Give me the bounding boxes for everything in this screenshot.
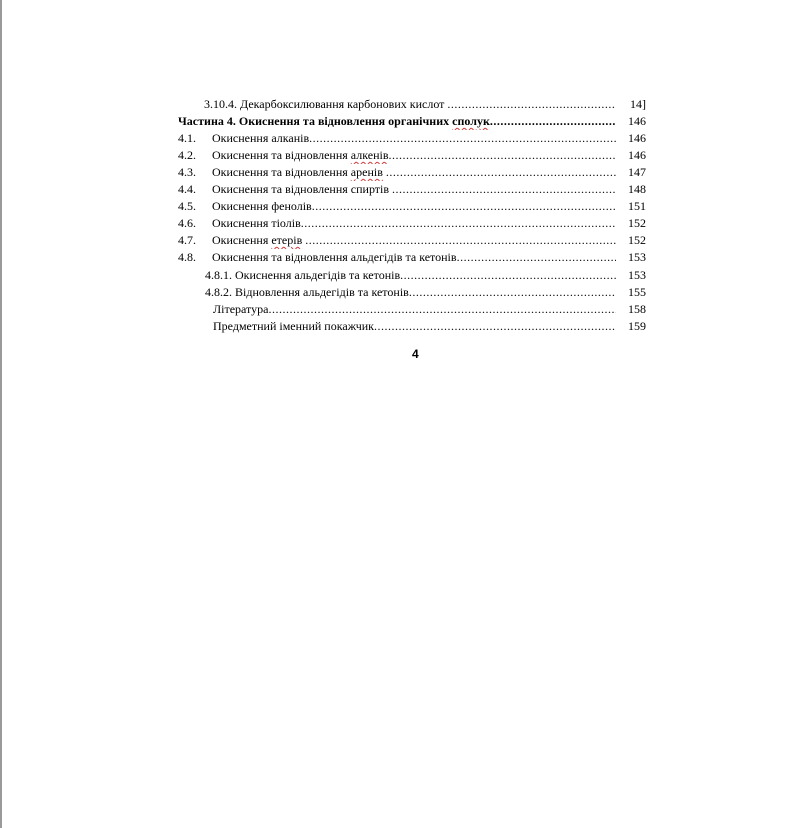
toc-entry-page: 152 xyxy=(628,216,646,230)
toc-entry-4-6[interactable] xyxy=(178,215,648,232)
toc-entry-page: 146 xyxy=(628,114,646,128)
toc-entry-part-4[interactable] xyxy=(178,113,648,130)
toc-entry-title: Окиснення та відновлення алкенів ..... xyxy=(212,147,616,164)
toc-entry-title: 3.10.4. Декарбоксилювання карбонових кислот ..... xyxy=(204,96,616,113)
toc-entry-page: 14] xyxy=(630,97,646,111)
toc-entry-page: 152 xyxy=(628,233,646,247)
toc-entry-page: 158 xyxy=(628,302,646,316)
toc-entry-4-3[interactable] xyxy=(178,164,648,181)
toc-entry-page: 148 xyxy=(628,182,646,196)
toc-entry-title: Окиснення етерів ..... xyxy=(212,232,616,249)
page-number: 4 xyxy=(412,347,419,361)
toc-entry-number: 4.8. xyxy=(178,250,196,264)
toc-entry-literature[interactable] xyxy=(178,301,648,318)
toc-entry-4-1[interactable] xyxy=(178,130,648,147)
toc-entry-page: 151 xyxy=(628,199,646,213)
toc-entry-4-8-1[interactable] xyxy=(178,267,648,284)
toc-entry-page: 159 xyxy=(628,319,646,333)
spellcheck-mark: сполук xyxy=(452,114,490,128)
toc-entry-4-8[interactable] xyxy=(178,249,648,266)
toc-entry-page: 153 xyxy=(628,268,646,282)
toc-entry-4-4[interactable] xyxy=(178,181,648,198)
toc-entry-4-7[interactable] xyxy=(178,232,648,249)
spellcheck-mark: етерів xyxy=(271,233,303,247)
toc-entry-4-8-2[interactable] xyxy=(178,284,648,301)
toc-entry-title: Окиснення та відновлення спиртів ..... xyxy=(212,181,616,198)
toc-entry-title: Окиснення та відновлення аренів ..... xyxy=(212,164,616,181)
toc-entry-page: 147 xyxy=(628,165,646,179)
toc-entry-page: 146 xyxy=(628,131,646,145)
toc-entry-page: 146 xyxy=(628,148,646,162)
toc-entry-number: 4.7. xyxy=(178,233,196,247)
toc-entry-4-5[interactable] xyxy=(178,198,648,215)
toc-entry-number: 4.2. xyxy=(178,148,196,162)
toc-entry-title: 4.8.1. Окиснення альдегідів та кетонів ..... xyxy=(205,267,616,284)
toc-entry-page: 155 xyxy=(628,285,646,299)
toc-entry-title: Література ..... xyxy=(213,301,616,318)
toc-entry-3-10-4[interactable] xyxy=(178,96,648,113)
toc-entry-number: 4.6. xyxy=(178,216,196,230)
toc-entry-title: Частина 4. Окиснення та відновлення органічних сполук ..... xyxy=(178,113,616,130)
toc-entry-number: 4.3. xyxy=(178,165,196,179)
toc-entry-number: 4.5. xyxy=(178,199,196,213)
toc-entry-index[interactable] xyxy=(178,318,648,335)
toc-entry-title: Окиснення тіолів ..... xyxy=(212,215,616,232)
toc-entry-title: Предметний іменний покажчик ..... xyxy=(213,318,616,335)
spellcheck-mark: алкенів xyxy=(350,148,389,162)
toc-entry-4-2[interactable] xyxy=(178,147,648,164)
toc-entry-title: 4.8.2. Відновлення альдегідів та кетонів ..... xyxy=(205,284,616,301)
table-of-contents xyxy=(178,96,648,335)
toc-entry-title: Окиснення та відновлення альдегідів та кетонів ..... xyxy=(212,249,616,266)
spellcheck-mark: аренів xyxy=(350,165,383,179)
toc-entry-title: Окиснення алканів ..... xyxy=(212,130,616,147)
toc-entry-page: 153 xyxy=(628,250,646,264)
toc-entry-number: 4.1. xyxy=(178,131,196,145)
toc-entry-title: Окиснення фенолів ..... xyxy=(212,198,616,215)
toc-entry-number: 4.4. xyxy=(178,182,196,196)
